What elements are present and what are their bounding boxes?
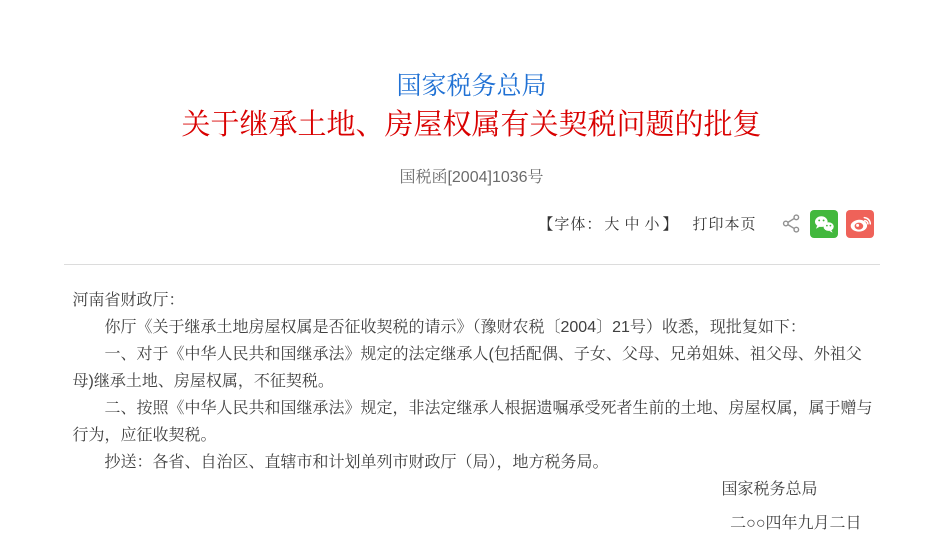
document-title: 关于继承土地、房屋权属有关契税问题的批复 (181, 109, 762, 141)
font-size-label-prefix: 【字体： (538, 216, 603, 234)
wechat-share-icon[interactable] (810, 210, 838, 238)
document-body (64, 287, 880, 476)
weibo-share-icon[interactable] (846, 210, 874, 238)
font-size-label-suffix: 】 (662, 216, 679, 234)
font-size-large-button[interactable]: 大 (604, 216, 621, 234)
signature-block (64, 476, 880, 537)
toolbar (64, 210, 880, 238)
print-page-button[interactable]: 打印本页 (692, 216, 757, 234)
document-content (64, 0, 880, 537)
paragraph-cc: 抄送：各省、自治区、直辖市和计划单列市财政厅（局），地方税务局。 (104, 453, 609, 471)
paragraph-intro: 你厅《关于继承土地房屋权属是否征收契税的请示》（豫财农税〔2004〕21号）收悉，现批复如下： (104, 318, 806, 336)
signature-agency: 国家税务总局 (721, 480, 818, 498)
font-size-medium-button[interactable]: 中 (624, 216, 641, 234)
paragraph-item-1: 一、对于《中华人民共和国继承法》规定的法定继承人(包括配偶、子女、父母、兄弟姐妹、祖父母、外祖父母)继承土地、房屋权属，不征契税。 (72, 345, 862, 390)
issuing-agency-title: 国家税务总局 (396, 72, 547, 100)
document-number: 国税函[2004]1036号 (399, 169, 544, 187)
divider (64, 264, 880, 265)
share-icon[interactable] (781, 213, 802, 234)
paragraph-salutation: 河南省财政厅： (72, 291, 185, 309)
signature-date: 二○○四年九月二日 (730, 514, 862, 532)
paragraph-item-2: 二、按照《中华人民共和国继承法》规定，非法定继承人根据遗嘱承受死者生前的土地、房屋权属，属于赠与行为，应征收契税。 (72, 399, 873, 444)
font-size-small-button[interactable]: 小 (644, 216, 661, 234)
